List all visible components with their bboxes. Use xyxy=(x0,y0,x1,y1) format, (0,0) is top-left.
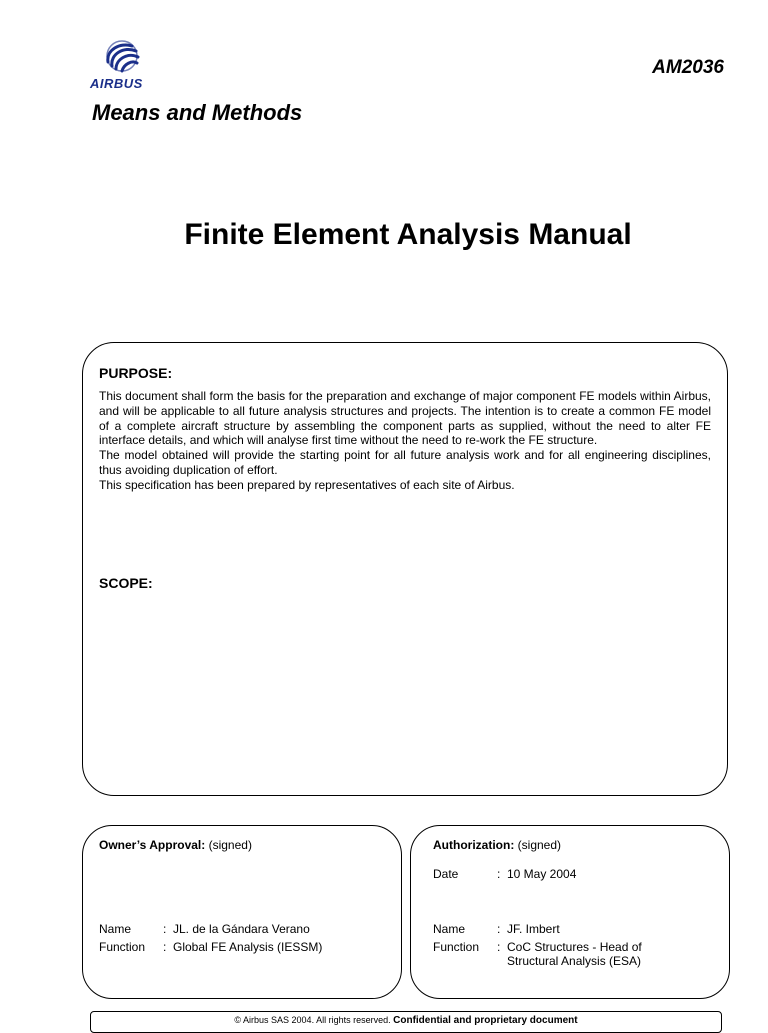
owner-function-value: Global FE Analysis (IESSM) xyxy=(173,940,323,954)
authorization-date-separator: : xyxy=(497,867,501,881)
airbus-logo xyxy=(88,38,160,94)
authorization-function-separator: : xyxy=(497,940,501,954)
footer-confidential: Confidential and proprietary document xyxy=(393,1015,578,1026)
footer-copyright: © Airbus SAS 2004. All rights reserved. xyxy=(234,1015,391,1025)
purpose-paragraph: This specification has been prepared by representatives of each site of Airbus. xyxy=(99,477,515,492)
purpose-paragraph: This document shall form the basis for the preparation and exchange of major component FE models within Airbus, and will be applicable to all future analysis structures and projects. The intention is to create a common FE model of a complete aircraft structure by assembling the component parts as supplied, without the need to alter FE interface details, and which will analyse first time without the need to re-work the FE structure. xyxy=(99,389,711,448)
authorization-function-line1: CoC Structures - Head of xyxy=(507,940,642,954)
airbus-swirl-icon xyxy=(102,38,142,76)
owner-name-separator: : xyxy=(163,922,167,936)
owner-name-value: JL. de la Gándara Verano xyxy=(173,922,310,936)
authorization-name-separator: : xyxy=(497,922,501,936)
purpose-scope-box xyxy=(82,342,728,796)
owner-function-label: Function xyxy=(99,940,146,954)
owner-name-label: Name xyxy=(99,922,132,936)
purpose-heading: PURPOSE: xyxy=(99,365,173,381)
authorization-function-row xyxy=(433,940,642,968)
document-code: AM2036 xyxy=(652,57,724,78)
airbus-logo-text: AIRBUS xyxy=(90,76,143,91)
owner-name-row xyxy=(99,922,310,936)
owner-function-separator: : xyxy=(163,940,167,954)
authorization-function-line2: Structural Analysis (ESA) xyxy=(507,954,642,968)
authorization-name-row xyxy=(433,922,560,936)
authorization-function-value xyxy=(507,940,642,968)
authorization-title xyxy=(433,838,561,852)
owner-approval-label: Owner’s Approval: xyxy=(99,838,206,852)
authorization-function-label: Function xyxy=(433,940,480,954)
authorization-name-label: Name xyxy=(433,922,466,936)
purpose-text xyxy=(99,389,711,493)
owner-approval-box xyxy=(82,825,402,999)
authorization-box xyxy=(410,825,730,999)
owner-approval-status: (signed) xyxy=(208,838,252,852)
purpose-paragraph: The model obtained will provide the starting point for all future analysis work and for all engineering disciplines, thus avoiding duplication of effort. xyxy=(99,448,711,477)
owner-function-row xyxy=(99,940,322,954)
authorization-name-value: JF. Imbert xyxy=(507,922,560,936)
authorization-status: (signed) xyxy=(517,838,562,852)
footer-bar xyxy=(90,1011,722,1033)
authorization-date-label: Date xyxy=(433,867,459,881)
authorization-date-value: 10 May 2004 xyxy=(507,867,577,881)
authorization-date-row xyxy=(433,867,576,881)
owner-approval-title xyxy=(99,838,252,852)
document-subtitle: Means and Methods xyxy=(92,100,303,125)
authorization-label: Authorization: xyxy=(433,838,515,852)
scope-heading: SCOPE: xyxy=(99,575,153,591)
document-title: Finite Element Analysis Manual xyxy=(184,218,632,251)
